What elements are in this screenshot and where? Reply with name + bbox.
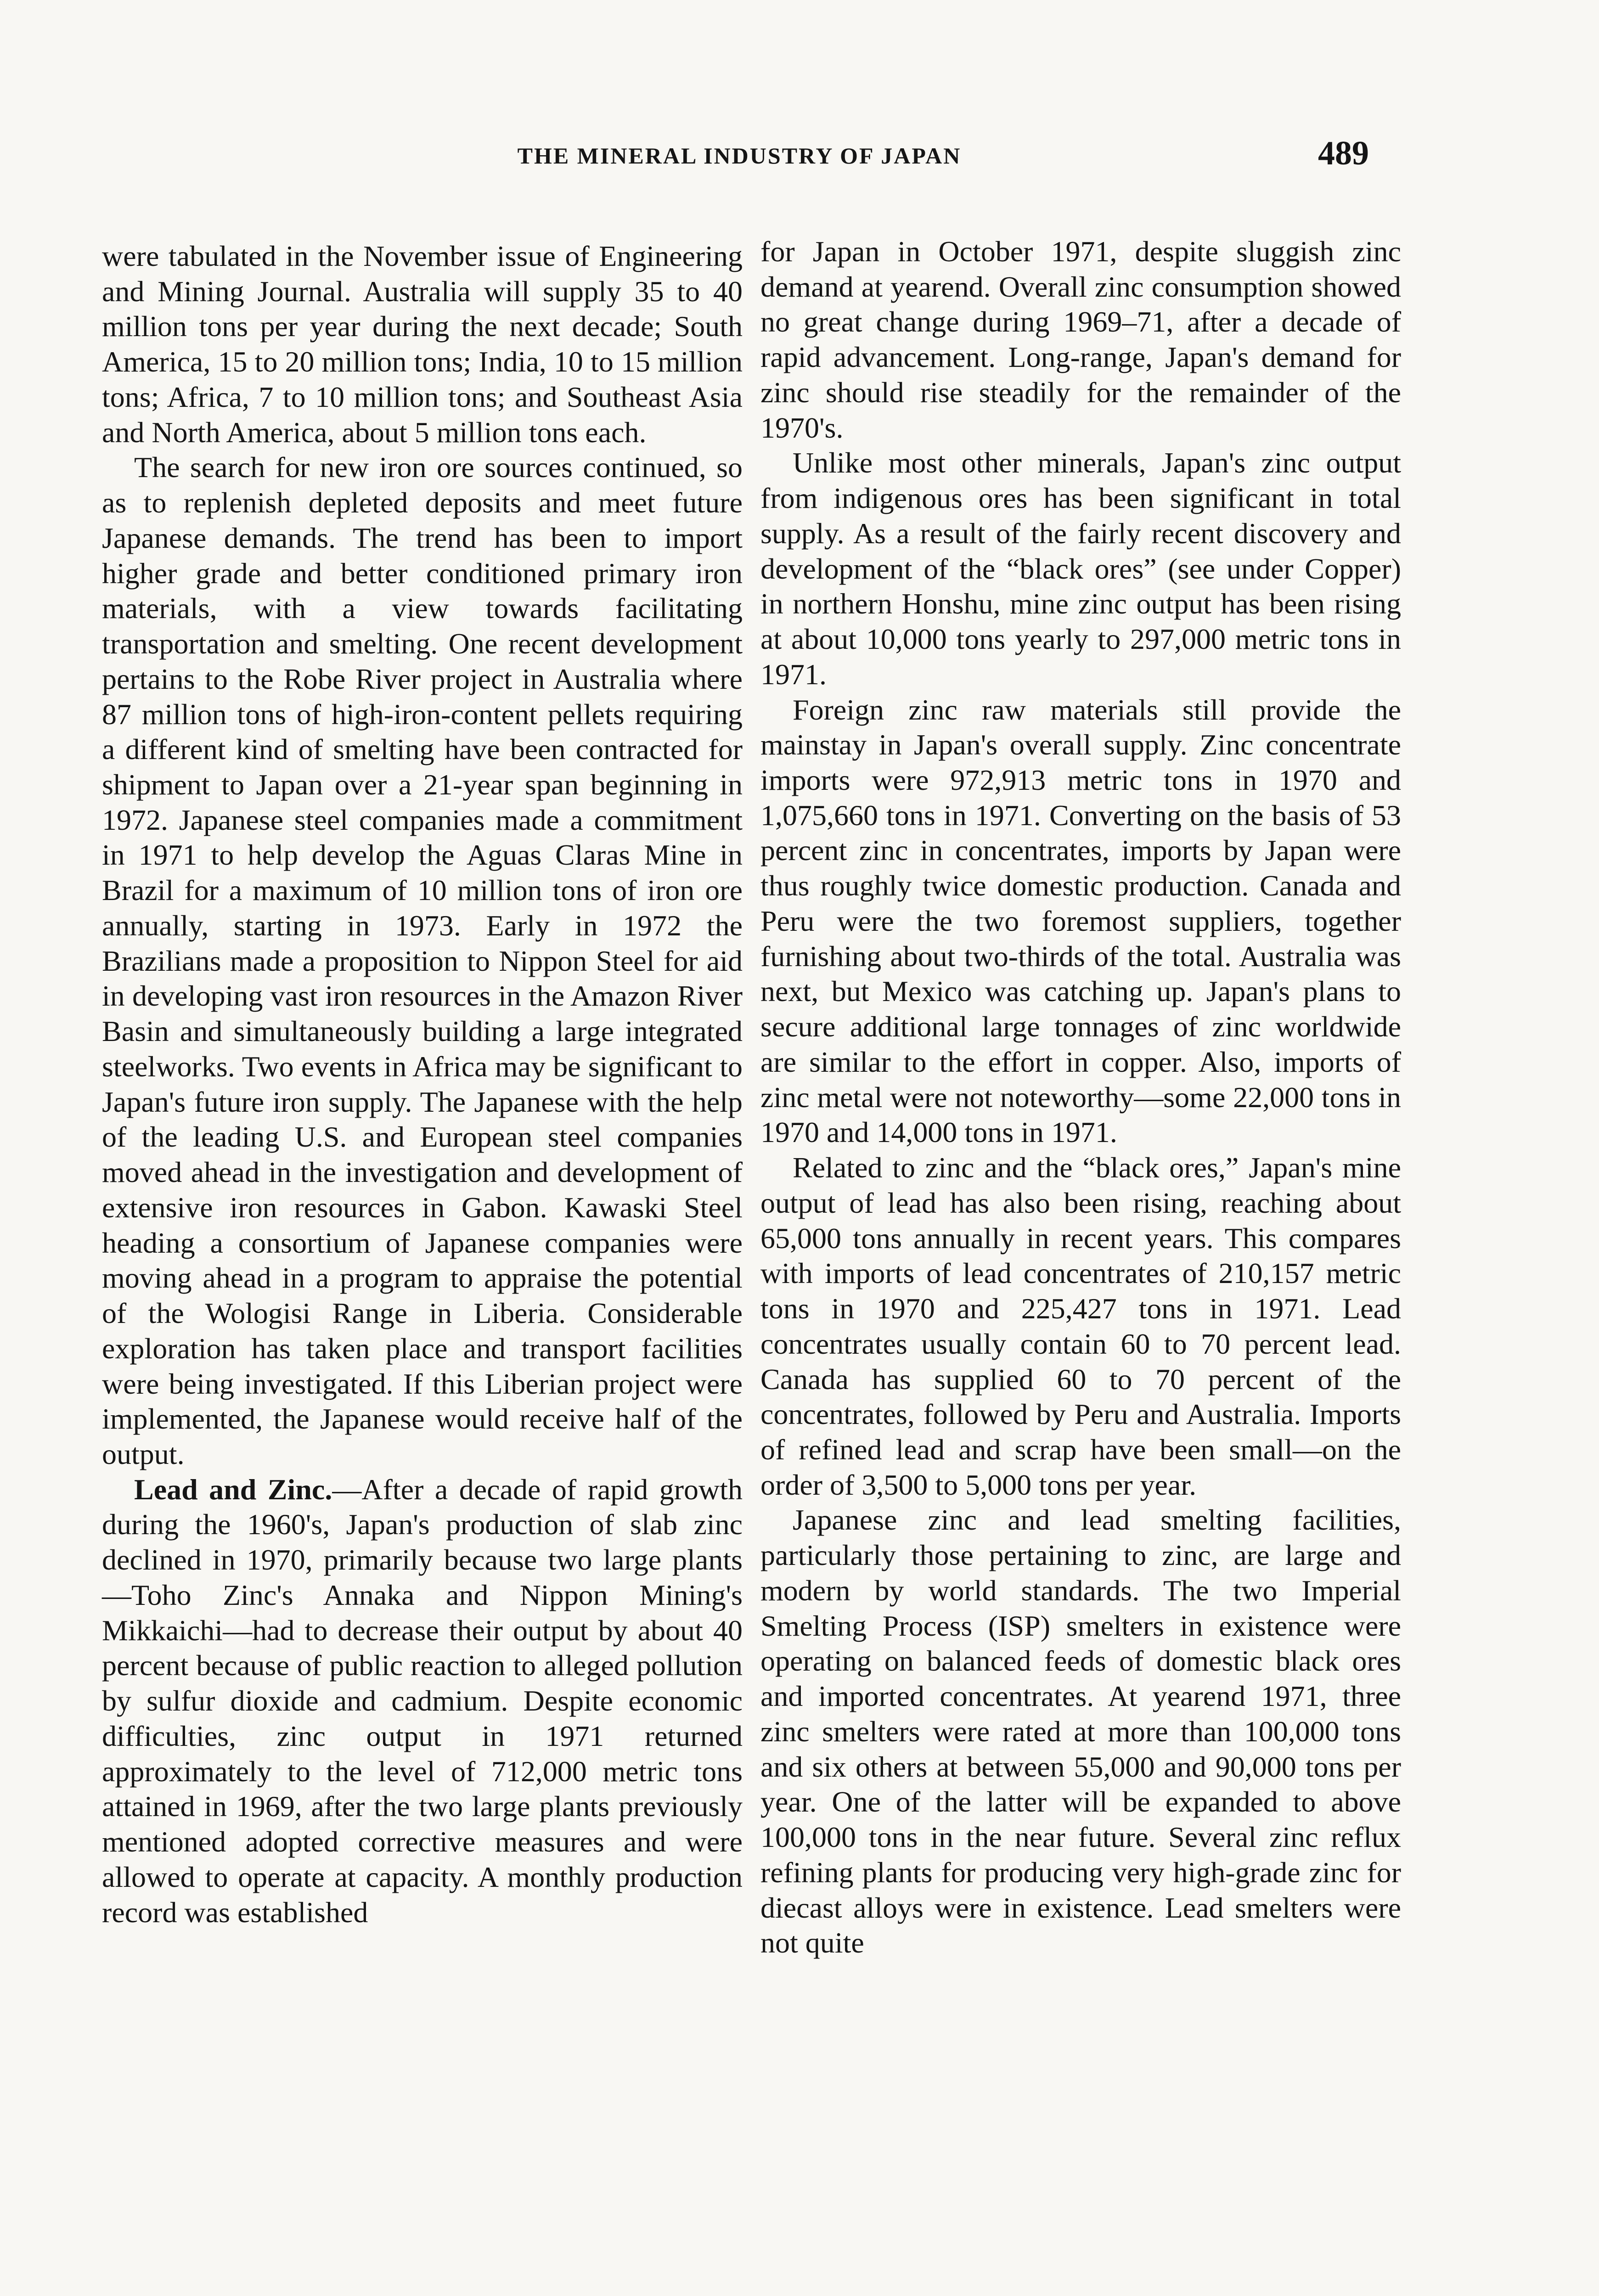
left-column <box>102 239 743 1930</box>
paragraph-body: —After a decade of rapid growth during the 1960's, Japan's production of slab zinc declined in 1970, primarily because two large plants—Toho Zinc's Annaka and Nippon Mining's Mikkaichi—had to decrease their output by about 40 percent because of public reaction to alleged pollution by sulfur dioxide and cadmium. Despite economic difficulties, zinc output in 1971 returned approximately to the level of 712,000 metric tons attained in 1969, after the two large plants previously mentioned adopted corrective measures and were allowed to operate at capacity. A monthly production record was established <box>102 1473 743 1929</box>
paragraph: were tabulated in the November issue of Engineering and Mining Journal. Australia will supply 35 to 40 million tons per year during the next decade; South America, 15 to 20 million tons; India, 10 to 15 million tons; Africa, 7 to 10 million tons; and Southeast Asia and North America, about 5 million tons each. <box>102 240 743 449</box>
running-head-title: THE MINERAL INDUSTRY OF JAPAN <box>517 143 962 169</box>
paragraph: Foreign zinc raw materials still provide the mainstay in Japan's overall supply. Zinc concentrate imports were 972,913 metric tons in 1970 and 1,075,660 tons in 1971. Converting on the basis of 53 percent zinc in concentrates, imports by Japan were thus roughly twice domestic production. Canada and Peru were the two foremost suppliers, together furnishing about two-thirds of the total. Australia was next, but Mexico was catching up. Japan's plans to secure additional large tonnages of zinc worldwide are similar to the effort in copper. Also, imports of zinc metal were not noteworthy—some 22,000 tons in 1970 and 14,000 tons in 1971. <box>760 693 1401 1149</box>
section-heading: Lead and Zinc. <box>134 1473 332 1506</box>
paragraph: for Japan in October 1971, despite sluggish zinc demand at yearend. Overall zinc consumption showed no great change during 1969–71, after a decade of rapid advancement. Long-range, Japan's demand for zinc should rise steadily for the remainder of the 1970's. <box>760 235 1401 444</box>
paragraph: Related to zinc and the “black ores,” Japan's mine output of lead has also been rising, reaching about 65,000 tons annually in recent years. This compares with imports of lead concentrates of 210,157 metric tons in 1970 and 225,427 tons in 1971. Lead concentrates usually contain 60 to 70 percent lead. Canada has supplied 60 to 70 percent of the concentrates, followed by Peru and Australia. Imports of refined lead and scrap have been small—on the order of 3,500 to 5,000 tons per year. <box>760 1151 1401 1501</box>
paragraph <box>102 1472 743 1930</box>
paragraph: Japanese zinc and lead smelting facilities, particularly those pertaining to zinc, are large and modern by world standards. The two Imperial Smelting Process (ISP) smelters in existence were operating on balanced feeds of domestic black ores and imported concentrates. At yearend 1971, three zinc smelters were rated at more than 100,000 tons and six others at between 55,000 and 90,000 tons per year. One of the latter will be expanded to above 100,000 tons in the near future. Several zinc reflux refining plants for producing very high-grade zinc for diecast alloys were in existence. Lead smelters were not quite <box>760 1503 1401 1959</box>
right-column <box>760 234 1401 1961</box>
page-number: 489 <box>1318 135 1369 172</box>
paragraph: Unlike most other minerals, Japan's zinc output from indigenous ores has been significant in total supply. As a result of the fairly recent discovery and development of the “black ores” (see under Copper) in northern Honshu, mine zinc output has been rising at about 10,000 tons yearly to 297,000 metric tons in 1971. <box>760 446 1401 691</box>
paragraph: The search for new iron ore sources continued, so as to replenish depleted deposits and meet future Japanese demands. The trend has been to import higher grade and better conditioned primary iron materials, with a view towards facilitating transportation and smelting. One recent development pertains to the Robe River project in Australia where 87 million tons of high-iron-content pellets requiring a different kind of smelting have been contracted for shipment to Japan over a 21-year span beginning in 1972. Japanese steel companies made a commitment in 1971 to help develop the Aguas Claras Mine in Brazil for a maximum of 10 million tons of iron ore annually, starting in 1973. Early in 1972 the Brazilians made a proposition to Nippon Steel for aid in developing vast iron resources in the Amazon River Basin and simultaneously building a large integrated steelworks. Two events in Africa may be significant to Japan's future iron supply. The Japanese with the help of the leading U.S. and European steel companies moved ahead in the investigation and development of extensive iron resources in Gabon. Kawaski Steel heading a consortium of Japanese companies were moving ahead in a program to appraise the potential of the Wologisi Range in Liberia. Considerable exploration has taken place and transport facilities were being investigated. If this Liberian project were implemented, the Japanese would receive half of the output. <box>102 451 743 1470</box>
